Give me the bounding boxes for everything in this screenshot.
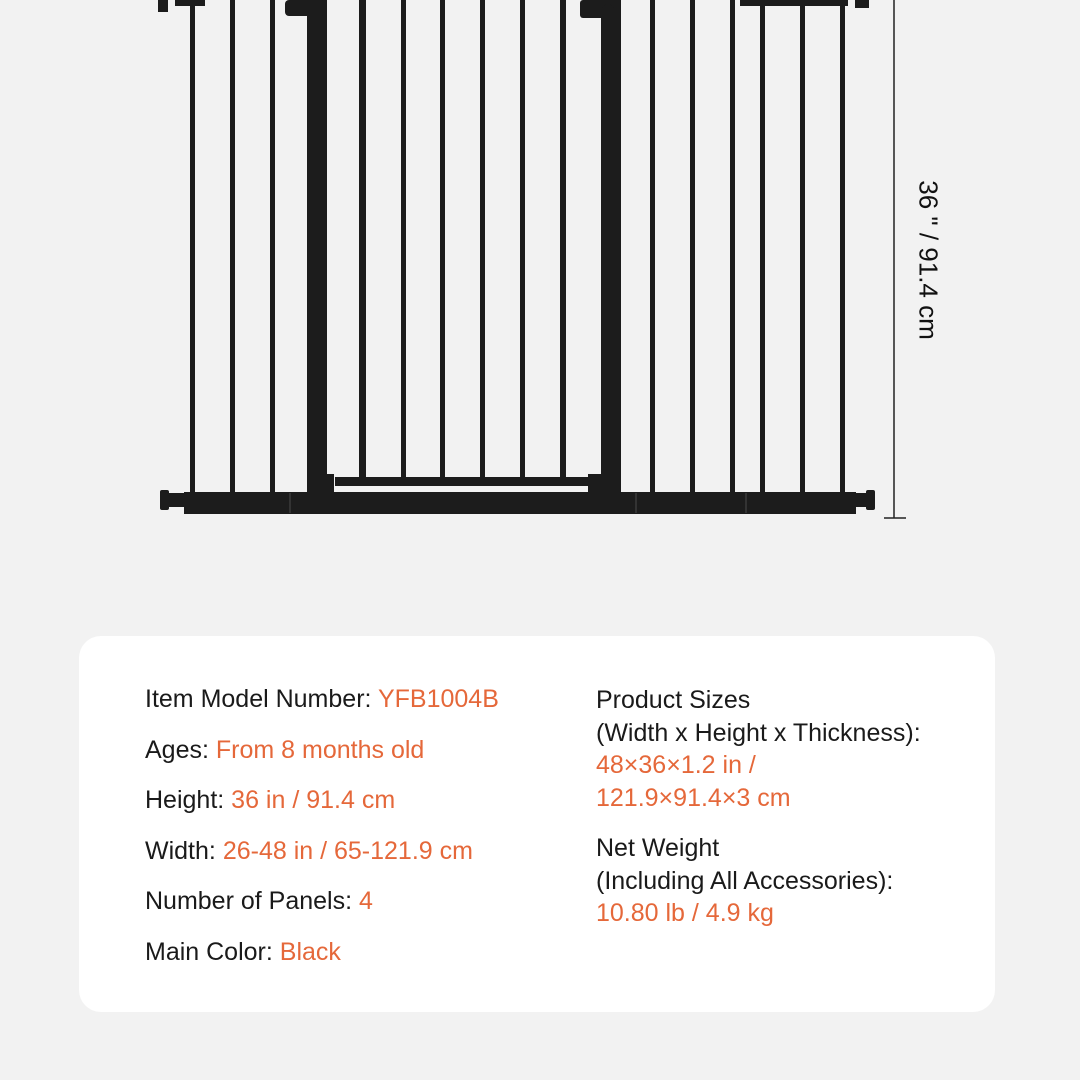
spec-label: Item Model Number:	[145, 685, 372, 713]
spec-height	[145, 784, 499, 835]
specs-card	[79, 636, 995, 1012]
spec-color	[145, 936, 499, 987]
spec-product-sizes	[596, 684, 976, 814]
spec-label: (Width x Height x Thickness):	[596, 718, 921, 747]
spec-value: From 8 months old	[215, 735, 425, 764]
spec-value: 121.9×91.4×3 cm	[596, 783, 791, 812]
spec-ages	[145, 734, 499, 785]
spec-value: 36 in / 91.4 cm	[231, 786, 396, 814]
spec-value: Black	[279, 937, 341, 966]
spec-net-weight	[596, 832, 976, 930]
specs-left-column	[145, 683, 499, 986]
spec-model-number	[145, 683, 499, 734]
spec-panels	[145, 885, 499, 936]
spec-label: Net Weight	[596, 834, 720, 862]
spec-label: Width:	[145, 836, 216, 865]
spec-label: Number of Panels:	[145, 887, 353, 915]
spec-value: YFB1004B	[377, 685, 499, 713]
spec-value: 10.80 lb / 4.9 kg	[596, 899, 774, 927]
specs-right-column	[596, 684, 976, 930]
height-dimension-label: 36 " / 91.4 cm	[913, 180, 944, 340]
spec-label: Main Color:	[145, 937, 273, 966]
spec-value: 26-48 in / 65-121.9 cm	[222, 836, 473, 865]
spec-label: (Including All Accessories):	[596, 866, 894, 895]
spec-width	[145, 835, 499, 886]
spec-value: 4	[359, 887, 373, 915]
spec-label: Product Sizes	[596, 686, 751, 714]
spec-label: Ages:	[145, 735, 209, 764]
spec-value: 48×36×1.2 in /	[596, 751, 756, 779]
spec-label: Height:	[145, 786, 225, 814]
